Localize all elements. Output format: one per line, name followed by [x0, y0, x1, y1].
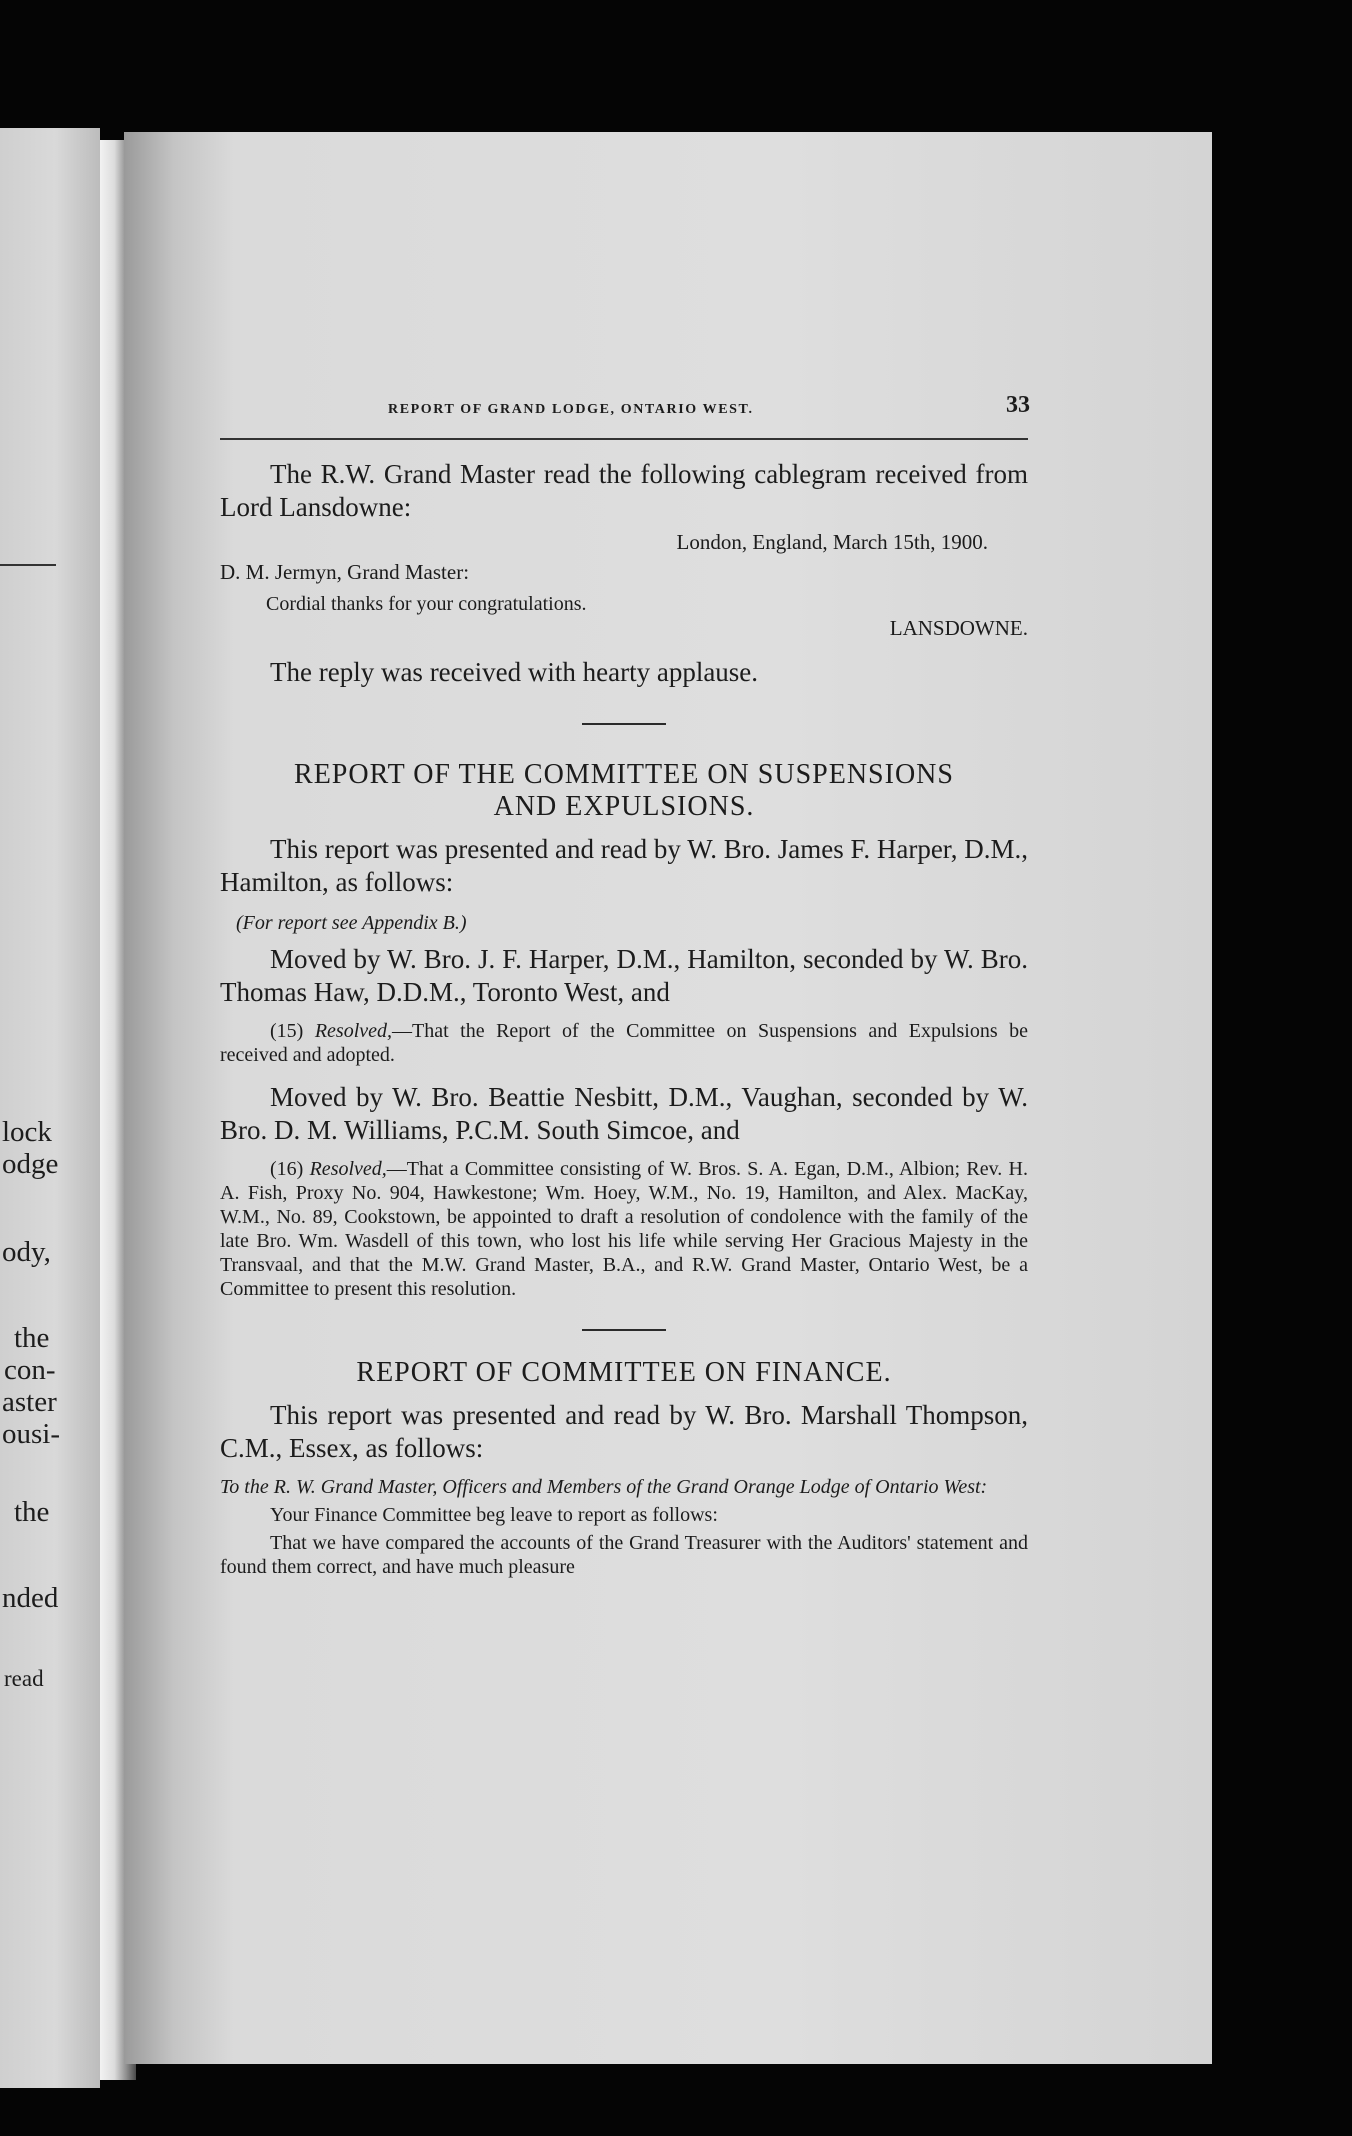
finance-line2: That we have compared the accounts of the Grand Treasurer with the Auditors' statement and found them correct, and have much pleasure [220, 1532, 1028, 1578]
motion-nesbitt: Moved by W. Bro. Beattie Nesbitt, D.M., Vaughan, seconded by W. Bro. D. M. Williams, P.C.M. South Simcoe, and [220, 1082, 1028, 1145]
previous-page-rule [0, 564, 56, 566]
suspensions-title-line2: AND EXPULSIONS. [493, 791, 755, 822]
left-fragment: con- [4, 1354, 56, 1386]
left-fragment: odge [2, 1148, 59, 1180]
page-number: 33 [1006, 392, 1030, 418]
reply-text: The reply was received with hearty applause. [270, 657, 759, 687]
cablegram-signature: LANSDOWNE. [889, 616, 1028, 640]
left-fragment: ousi- [2, 1418, 60, 1450]
left-fragment: aster [2, 1386, 57, 1418]
resolution-15-text: —That the Report of the Committee on Suspensions and Expulsions be received and adopted. [220, 1020, 1029, 1066]
running-head: REPORT OF GRAND LODGE, ONTARIO WEST. [388, 402, 754, 417]
left-fragment: lock [2, 1116, 52, 1148]
cablegram-addressee: D. M. Jermyn, Grand Master: [220, 560, 470, 584]
motion-harper: Moved by W. Bro. J. F. Harper, D.M., Hamilton, seconded by W. Bro. Thomas Haw, D.D.M., Toronto West, and [220, 944, 1028, 1007]
appendix-note: (For report see Appendix B.) [236, 912, 467, 934]
left-fragment: the [14, 1322, 50, 1354]
suspensions-presented: This report was presented and read by W. Bro. James F. Harper, D.M., Hamilton, as follows: [220, 834, 1028, 897]
finance-title: REPORT OF COMMITTEE ON FINANCE. [356, 1357, 892, 1388]
cablegram-intro: The R.W. Grand Master read the following cablegram received from Lord Lansdowne: [220, 459, 1028, 522]
resolution-16-number: (16) [270, 1158, 304, 1180]
resolution-15 [220, 1019, 1028, 1067]
resolution-16-text: —That a Committee consisting of W. Bros. S. A. Egan, D.M., Albion; Rev. H. A. Fish, Proxy No. 904, Hawkestone; Wm. Hoey, W.M., No. 19, Hamilton, and Alex. MacKay, W.M., No. 89, Cookstown, be appointed to draft a resolution of condolence with the family of the late Bro. Wm. Wasdell of this town, who lost his life while serving Her Gracious Majesty in the Transvaal, and that the M.W. Grand Master, B.A., and R.W. Grand Master, Ontario West, be a Committee to present this resolution. [220, 1158, 1029, 1300]
resolution-15-word: Resolved, [314, 1020, 393, 1042]
finance-presented: This report was presented and read by W. Bro. Marshall Thompson, C.M., Essex, as follows: [220, 1400, 1028, 1463]
finance-line1: Your Finance Committee beg leave to report as follows: [270, 1504, 718, 1526]
page-content [220, 390, 1028, 1579]
header-rule [220, 438, 1028, 440]
left-fragment: nded [2, 1582, 59, 1614]
section-divider [582, 1329, 666, 1331]
left-fragment: the [14, 1496, 50, 1528]
resolution-16-word: Resolved, [309, 1158, 387, 1180]
left-fragment: read [4, 1666, 44, 1691]
section-divider [582, 723, 666, 725]
left-fragment: ody, [2, 1236, 51, 1268]
cablegram-message: Cordial thanks for your congratulations. [266, 593, 587, 615]
page-header [220, 390, 1028, 424]
finance-address: To the R. W. Grand Master, Officers and Members of the Grand Orange Lodge of Ontario West: [220, 1476, 988, 1498]
suspensions-title-line1: REPORT OF THE COMMITTEE ON SUSPENSIONS [294, 759, 954, 790]
resolution-15-number: (15) [270, 1020, 304, 1042]
resolution-16 [220, 1157, 1028, 1301]
cablegram-place-date: London, England, March 15th, 1900. [676, 530, 988, 554]
previous-page-edge [0, 128, 100, 2088]
document-page [124, 132, 1212, 2064]
